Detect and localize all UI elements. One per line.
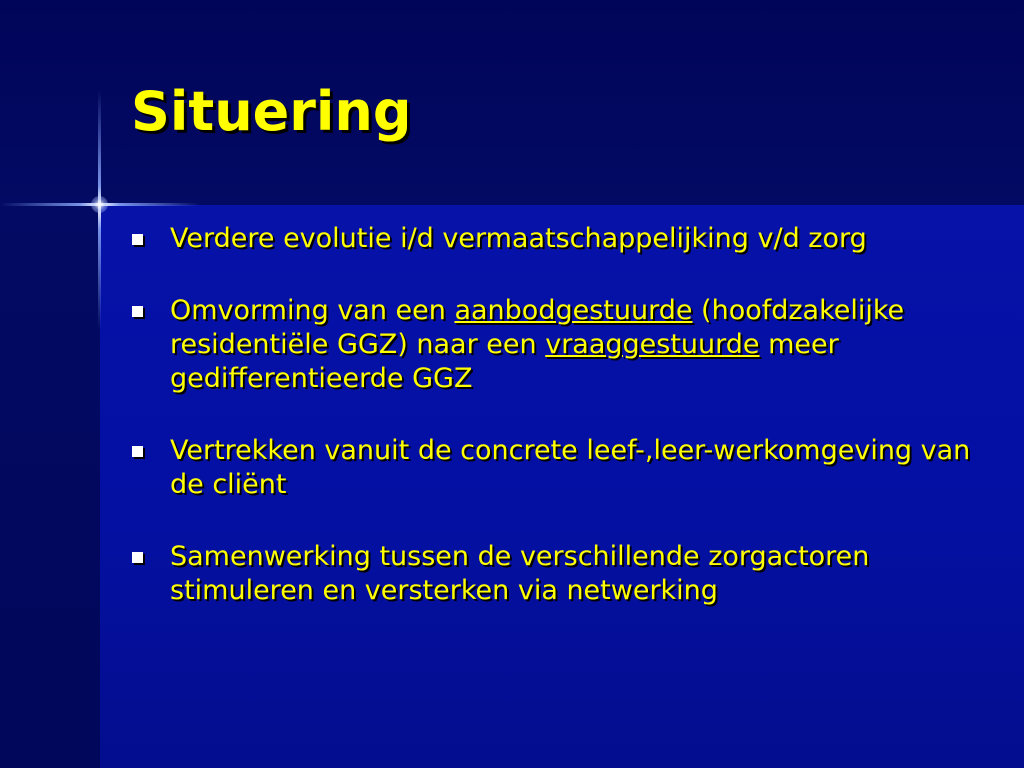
square-bullet-icon: [132, 552, 143, 563]
left-band: [0, 205, 100, 768]
bullet-text-part: (hoofdzakelijke residentiële GGZ) naar een: [170, 295, 905, 360]
bullet-list: [130, 222, 980, 646]
underlined-term-aanbodgestuurde: aanbodgestuurde: [454, 295, 693, 326]
bullet-item-4: [130, 540, 980, 608]
bullet-text: Verdere evolutie i/d vermaatschappelijking v/d zorg: [170, 223, 867, 254]
underlined-term-vraaggestuurde: vraaggestuurde: [545, 329, 760, 360]
bullet-item-1: [130, 222, 980, 256]
square-bullet-icon: [132, 306, 143, 317]
sparkle-icon: [91, 196, 108, 213]
slide-title: Situering: [131, 80, 412, 143]
bullet-item-2: [130, 294, 980, 396]
square-bullet-icon: [132, 234, 143, 245]
bullet-text-part: Omvorming van een: [170, 295, 455, 326]
bullet-text-part: meer gedifferentieerde GGZ: [170, 329, 839, 394]
square-bullet-icon: [132, 446, 143, 457]
bullet-item-3: [130, 434, 980, 502]
bullet-text: Vertrekken vanuit de concrete leef-,leer-werkomgeving van de cliënt: [170, 435, 971, 500]
bullet-text: Samenwerking tussen de verschillende zorgactoren stimuleren en versterken via netwerking: [170, 541, 870, 606]
